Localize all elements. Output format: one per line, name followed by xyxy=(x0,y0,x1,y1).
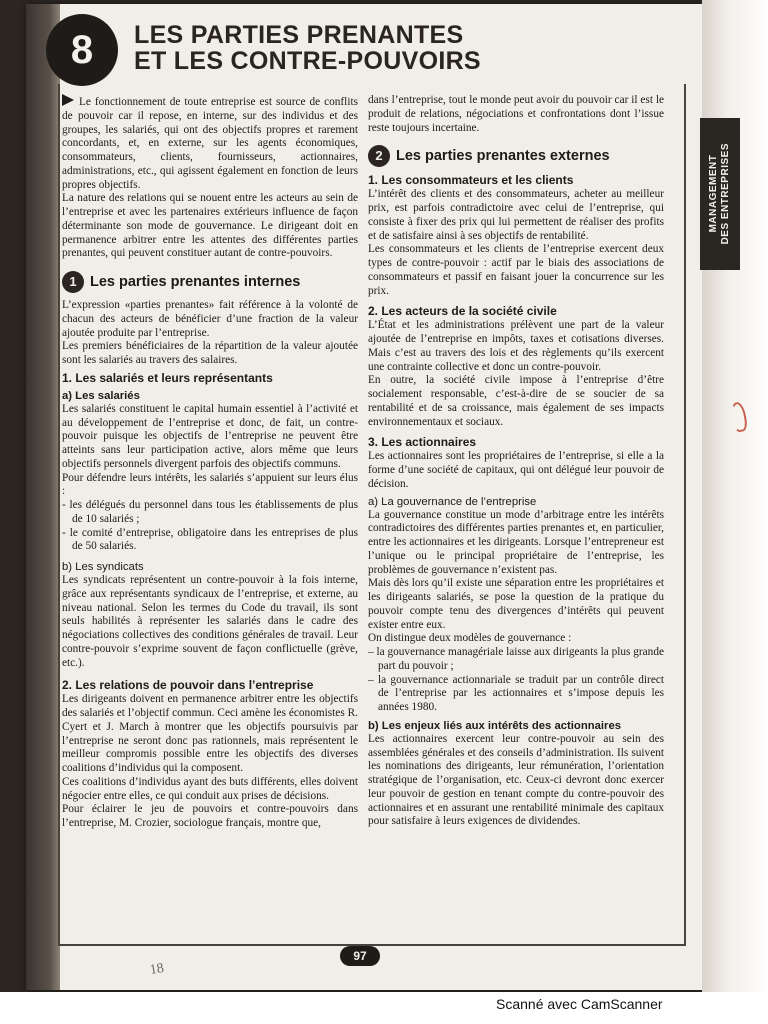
section-number: 2 xyxy=(368,145,390,167)
paragraph: L’expression «parties prenantes» fait référence à la volonté de chacun des acteurs de bénéficier d’une fraction de la valeur ajoutée produite par l’entreprise. xyxy=(62,299,358,339)
paragraph: On distingue deux modèles de gouvernance : xyxy=(368,632,572,645)
intro-paragraph: Le fonctionnement de toute entreprise est source de conflits de pouvoir car il repose, en interne, sur des individus et des groupes, les salariés, qui ont des objectifs propres et rarement concordants, et, en externe, sur les agents économiques, consommateurs, clients, fournisseurs, actionnaires, administrations, etc., qui agissent également en fonction de leurs propres objectifs. xyxy=(62,96,358,191)
paragraph: Les actionnaires sont les propriétaires de l’entreprise, si elle a la forme d’une société de capitaux, qui ont délégué leur pouvoir de décision. xyxy=(368,450,664,490)
subheading: 2. Les acteurs de la société civile xyxy=(368,304,557,319)
paragraph: L’État et les administrations prélèvent une part de la valeur ajoutée de l’entreprise en impôts, taxes et cotisations diverses. Mais c’est au travers des lois et des règlements qu’ils exercent une contrainte collective et donc un contre-pouvoir. xyxy=(368,319,664,373)
paragraph: Ces coalitions d’individus ayant des buts différents, elles doivent négocier entre elles, ce qui conduit aux prises de décisions. xyxy=(62,775,358,802)
chapter-title xyxy=(134,22,481,74)
list-item: – la gouvernance actionnariale se traduit par un contrôle direct de l’entreprise par les actionnaires et s’impose depuis les années 1980. xyxy=(368,673,664,713)
handwritten-note: 18 xyxy=(148,960,166,979)
paragraph: Les actionnaires exercent leur contre-pouvoir au sein des assemblées générales et des conseils d’administration. Ils suivent les nominations des dirigeants, leur rémunération, l’orientation stratégique de l’organisation, etc. Ceux-ci devront donc exercer leur pouvoir de gestion en tenant compte du contre-pouvoir des actionnaires et en assurant une rentabilité minimale des capitaux pour satisfaire à leurs exigences de dividendes. xyxy=(368,732,664,828)
paragraph: La gouvernance constitue un mode d’arbitrage entre les intérêts contradictoires des différentes parties prenantes et, en particulier, entre les actionnaires et les dirigeants. Lorsque l’entrepreneur est l’unique ou le principal propriétaire de l’entreprise, les problèmes de gouvernance n’existent pas. xyxy=(368,508,664,576)
paragraph: Les salariés constituent le capital humain essentiel à l’activité et au développement de l’entreprise et donc, de fait, un contre-pouvoir puisque les objectifs de l’entreprise ne peuvent être atteints sans leur participation active, alors même que leurs objectifs personnels divergent parfois des objectifs communs. xyxy=(62,402,358,470)
right-column xyxy=(368,94,664,829)
paragraph: Les consommateurs et les clients de l’entreprise exercent deux types de contre-pouvoir : actif par le biais des associations de consommateurs et passif en faisant jouer la concurrence sur les prix. xyxy=(368,243,664,297)
list-item: – la gouvernance managériale laisse aux dirigeants la plus grande part du pouvoir ; xyxy=(368,646,664,672)
chapter-title-line-1: LES PARTIES PRENANTES xyxy=(134,21,464,49)
subsubheading: b) Les enjeux liés aux intérêts des actionnaires xyxy=(368,719,622,732)
subheading: 1. Les salariés et leurs représentants xyxy=(62,370,273,385)
paragraph: Pour défendre leurs intérêts, les salariés s’appuient sur leurs élus : xyxy=(62,471,358,498)
chapter-number-badge xyxy=(46,14,118,86)
side-tab xyxy=(700,118,740,270)
side-tab-label: MANAGEMENT DES ENTREPRISES xyxy=(708,143,731,245)
paragraph: Pour éclairer le jeu de pouvoirs et contre-pouvoirs dans l’entreprise, M. Crozier, sociologue français, montre que, xyxy=(62,803,358,829)
arrow-right-icon xyxy=(62,94,74,106)
page-number: 97 xyxy=(340,946,380,966)
section-heading-internal xyxy=(62,271,358,293)
subheading: 1. Les consommateurs et les clients xyxy=(368,173,574,188)
section-heading-external xyxy=(368,145,664,167)
paragraph: Les syndicats représentent un contre-pouvoir à la fois interne, grâce aux représentants syndicaux de l’entreprise, et externe, au niveau national. Selon les termes du Code du travail, ils sont seuls habilités à représenter les salariés dans le cadre des négociations collectives des conditions générales de travail. Leur contre-pouvoir s’exprime souvent de façon conflictuelle (grève, etc.). xyxy=(62,574,358,669)
left-column xyxy=(62,94,358,831)
paragraph: Mais dès lors qu’il existe une séparation entre les propriétaires et les dirigeants salariés, se pose la question de la pratique du pouvoir compte tenu des divergences d’intérêts qui peuvent exister entre eux. xyxy=(368,577,664,631)
scanner-watermark: Scanné avec CamScanner xyxy=(496,996,663,1012)
section-title: Les parties prenantes externes xyxy=(396,148,610,165)
chapter-title-line-2: ET LES CONTRE-POUVOIRS xyxy=(134,47,481,75)
paragraph: dans l’entreprise, tout le monde peut avoir du pouvoir car il est le produit de relations, négociations et confrontations dont l’issue reste toujours incertaine. xyxy=(368,94,664,134)
paragraph: Les premiers bénéficiaires de la répartition de la valeur ajoutée sont les salariés au travers des salaires. xyxy=(62,340,358,366)
subsubheading: a) La gouvernance de l’entreprise xyxy=(368,495,537,508)
subsubheading: b) Les syndicats xyxy=(62,561,144,573)
subheading: 3. Les actionnaires xyxy=(368,435,477,450)
section-title: Les parties prenantes internes xyxy=(90,274,301,290)
chapter-number: 8 xyxy=(70,27,94,72)
page-binding-shadow xyxy=(26,4,60,990)
paragraph: L’intérêt des clients et des consommateurs, acheter au meilleur prix, est parfois contradictoire avec celui de l’entreprise, qui consiste à fixer des prix qui lui permettent de réaliser des profits et de satisfaire ainsi à ses objectifs de rentabilité. xyxy=(368,188,664,242)
paragraph: Les dirigeants doivent en permanence arbitrer entre les objectifs des salariés et l’objectif commun. Ceci amène les économistes R. Cyert et J. March à montrer que les objectifs poursuivis par l’entreprise ne seront donc pas rationnels, mais représentent le meilleur compromis possible entre les objectifs des diverses coalitions d’individus qui la composent. xyxy=(62,693,358,774)
subsubheading: a) Les salariés xyxy=(62,389,140,402)
paragraph: En outre, la société civile impose à l’entreprise d’être socialement responsable, c’est-à-dire de se soucier de sa rentabilité et de sa croissance, mais également de ses impacts environnementaux et sociaux. xyxy=(368,374,664,428)
list-item: - le comité d’entreprise, obligatoire dans les entreprises de plus de 50 salariés. xyxy=(62,526,358,553)
list-item: - les délégués du personnel dans tous les établissements de plus de 10 salariés ; xyxy=(62,499,358,525)
intro-paragraph-2: La nature des relations qui se nouent entre les acteurs au sein de l’entreprise et avec les partenaires extérieurs influence de façon déterminante son mode de gouvernance. Le dirigeant doit en permanence arbitrer entre les attentes des différentes parties prenantes, qui peuvent constituer autant de contre-pouvoirs. xyxy=(62,192,358,260)
subheading: 2. Les relations de pouvoir dans l’entreprise xyxy=(62,678,314,693)
section-number: 1 xyxy=(62,271,84,293)
